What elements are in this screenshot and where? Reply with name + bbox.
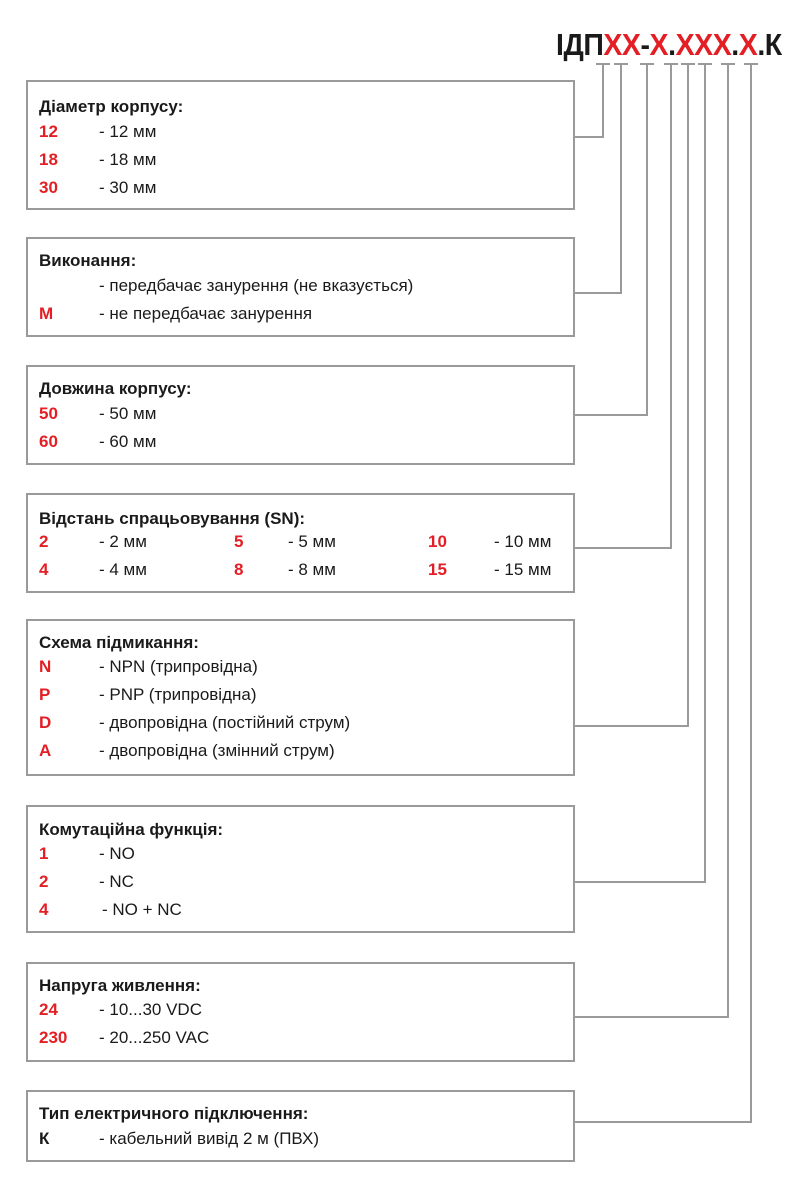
option-code: 2: [39, 532, 49, 551]
section-title: Схема підмикання:: [39, 633, 199, 652]
option-code: 10: [428, 532, 447, 551]
option-desc: - 30 мм: [99, 178, 157, 197]
section-switching-distance: [26, 493, 575, 593]
option-desc: - 60 мм: [99, 432, 157, 451]
section-title: Виконання:: [39, 251, 137, 270]
option-code: 4: [39, 560, 49, 579]
option-row: [28, 304, 573, 324]
connector-connection: [575, 64, 751, 1122]
option-desc: - двопровідна (змінний струм): [99, 741, 335, 760]
option-desc: - 2 мм: [99, 532, 147, 551]
connector-voltage: [575, 64, 728, 1017]
option-desc: - 20...250 VAC: [99, 1028, 210, 1047]
code-prefix: ІДП: [556, 27, 604, 62]
option-code: N: [39, 657, 52, 676]
option-code: 15: [428, 560, 447, 579]
connector-execution: [575, 64, 621, 293]
code-separator: -: [640, 27, 650, 62]
option-row: [28, 432, 573, 452]
option-desc: - 8 мм: [288, 560, 336, 579]
code-connection-letter: К: [764, 27, 782, 62]
code-separator: .: [731, 27, 739, 62]
option-code: 230: [39, 1028, 68, 1047]
option-row: [28, 532, 573, 552]
section-execution: [26, 237, 575, 337]
option-row: [28, 685, 573, 705]
option-code: К: [39, 1129, 50, 1148]
option-code: A: [39, 741, 52, 760]
option-code: 1: [39, 844, 49, 863]
option-desc: - кабельний вивід 2 м (ПВХ): [99, 1129, 320, 1148]
option-desc: - NC: [99, 872, 134, 891]
option-desc: - передбачає занурення (не вказується): [99, 276, 414, 295]
option-desc: - PNP (трипровідна): [99, 685, 257, 704]
code-separator: .: [668, 27, 676, 62]
option-row: [28, 404, 573, 424]
option-code: M: [39, 304, 54, 323]
option-desc: - NO + NC: [102, 900, 182, 919]
option-code: 18: [39, 150, 58, 169]
option-desc: - 5 мм: [288, 532, 336, 551]
option-desc: - не передбачає занурення: [99, 304, 313, 323]
section-electrical-connection: [26, 1090, 575, 1162]
option-code: 5: [234, 532, 244, 551]
section-title: Відстань спрацьовування (SN):: [39, 509, 306, 528]
section-title: Комутаційна функція:: [39, 820, 224, 839]
option-row: [28, 657, 573, 677]
option-row: [28, 713, 573, 733]
option-row: [28, 741, 573, 761]
section-title: Діаметр корпусу:: [39, 97, 184, 116]
code-execution-placeholder: Х: [649, 27, 669, 62]
option-row: [28, 560, 573, 580]
option-code: D: [39, 713, 52, 732]
option-code: 24: [39, 1000, 58, 1019]
option-desc: - NO: [99, 844, 135, 863]
connector-function: [575, 64, 705, 882]
model-code-title: [556, 28, 782, 62]
section-title: Напруга живлення:: [39, 976, 201, 995]
option-row: [28, 844, 573, 864]
section-switching-function: [26, 805, 575, 933]
option-desc: - 10...30 VDC: [99, 1000, 202, 1019]
option-row: [28, 150, 573, 170]
option-desc: - 10 мм: [494, 532, 552, 551]
option-code: 8: [234, 560, 244, 579]
option-row: [28, 900, 573, 920]
section-length: [26, 365, 575, 465]
code-voltage-placeholder: Х: [738, 27, 758, 62]
option-row: [28, 276, 573, 296]
option-desc: - двопровідна (постійний струм): [99, 713, 351, 732]
option-desc: - NPN (трипровідна): [99, 657, 258, 676]
code-length-distance-wiring-placeholder: ХХХ: [675, 27, 732, 62]
option-code: 12: [39, 122, 58, 141]
option-row: [28, 122, 573, 142]
option-desc: - 50 мм: [99, 404, 157, 423]
section-title: Тип електричного підключення:: [39, 1104, 309, 1123]
option-code: 2: [39, 872, 49, 891]
option-desc: - 4 мм: [99, 560, 147, 579]
option-desc: - 12 мм: [99, 122, 157, 141]
section-title: Довжина корпусу:: [39, 379, 192, 398]
connector-diameter: [575, 64, 603, 137]
section-supply-voltage: [26, 962, 575, 1062]
section-wiring-scheme: [26, 619, 575, 776]
option-desc: - 18 мм: [99, 150, 157, 169]
option-desc: - 15 мм: [494, 560, 552, 579]
option-row: [28, 1000, 573, 1020]
option-code: 4: [39, 900, 49, 919]
option-row: [28, 1028, 573, 1048]
connector-length: [575, 64, 647, 415]
option-row: [28, 872, 573, 892]
option-code: 50: [39, 404, 58, 423]
connector-wiring: [575, 64, 688, 726]
option-code: P: [39, 685, 51, 704]
connector-distance: [575, 64, 671, 548]
option-row: [28, 178, 573, 198]
section-diameter: [26, 80, 575, 210]
code-diameter-placeholder: ХХ: [603, 27, 641, 62]
option-row: [28, 1129, 573, 1149]
option-code: 30: [39, 178, 58, 197]
option-code: 60: [39, 432, 58, 451]
code-separator: .: [757, 27, 765, 62]
